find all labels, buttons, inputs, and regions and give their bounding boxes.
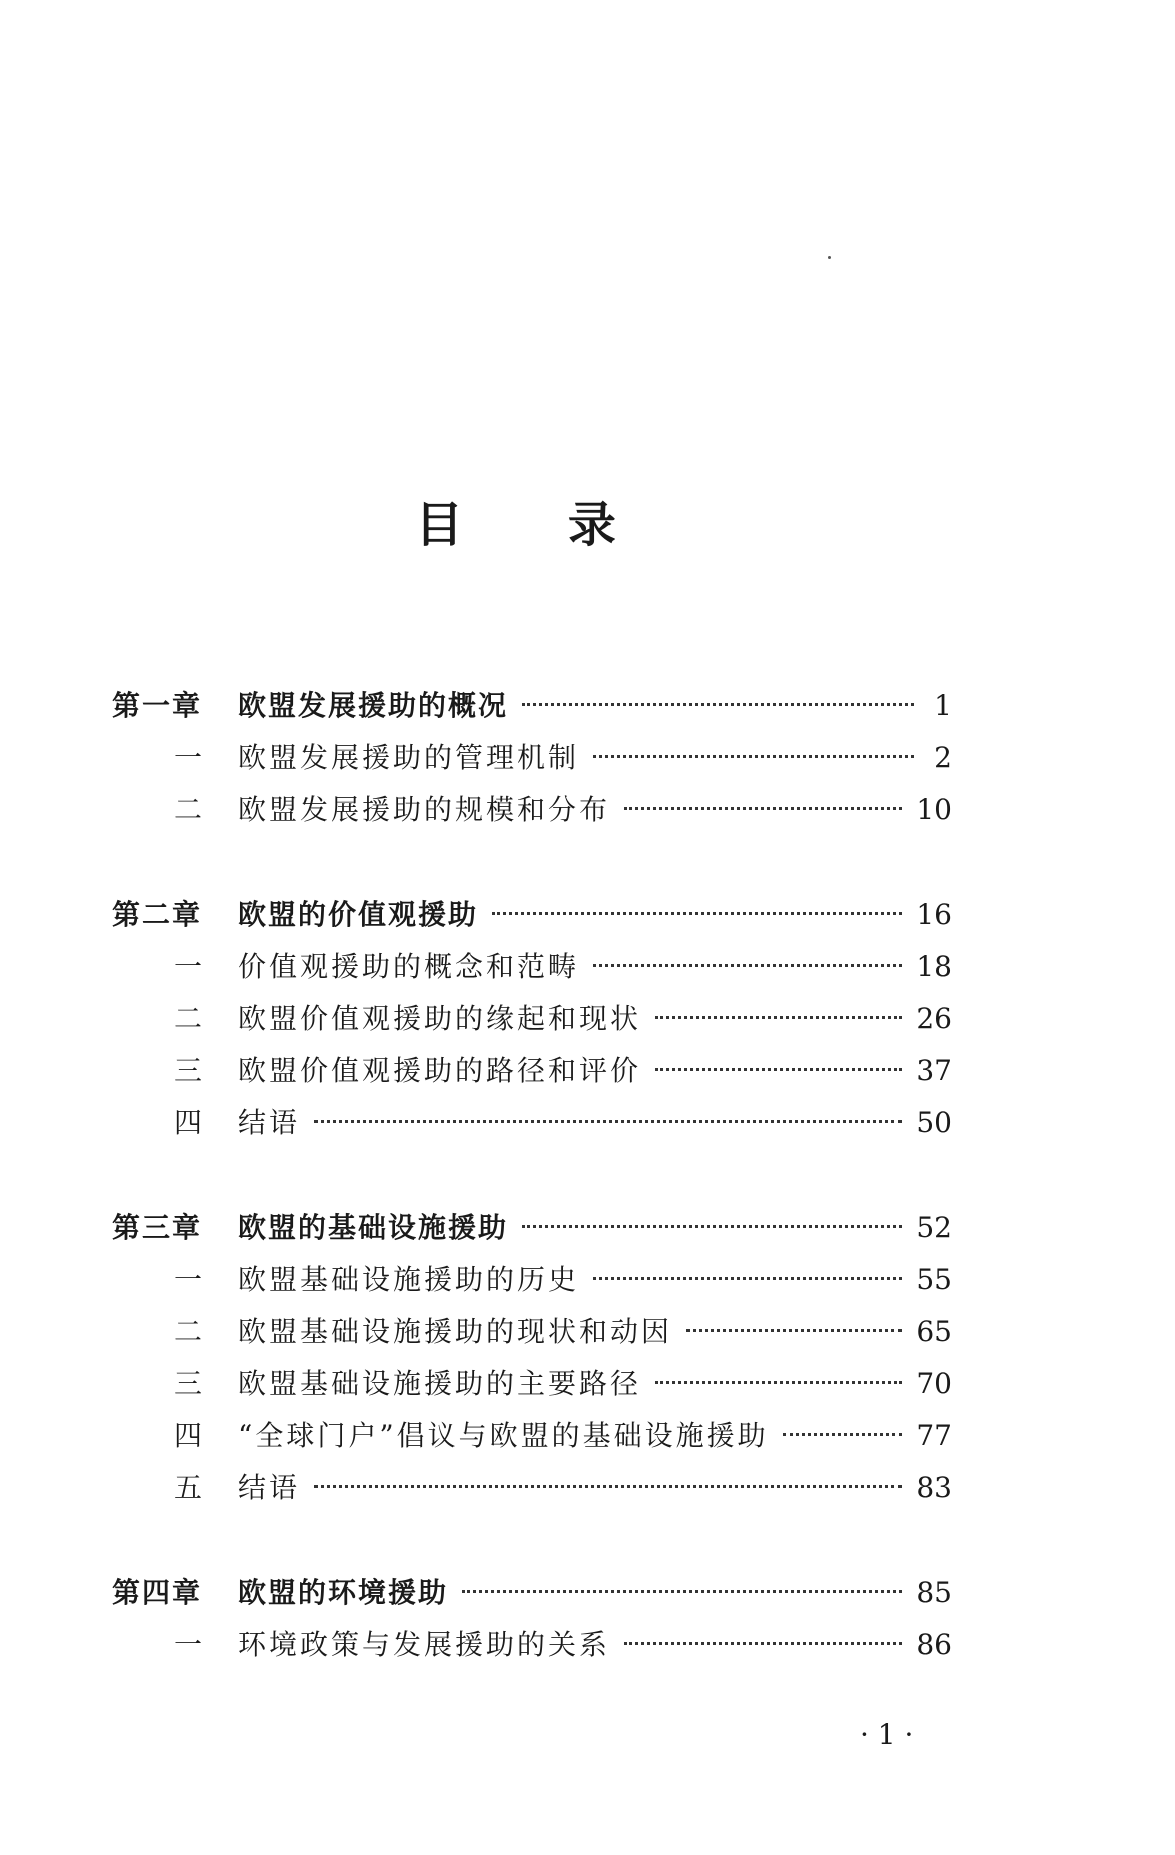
section-title: 欧盟基础设施援助的现状和动因 [238, 1315, 673, 1348]
chapter-number: 第一章 [112, 689, 203, 722]
dot-leader [314, 1120, 902, 1123]
dot-leader [593, 1277, 902, 1280]
section-number: 三 [174, 1054, 203, 1087]
dot-leader [462, 1590, 902, 1593]
chapter-entry [112, 1567, 952, 1619]
page-number: 37 [916, 1054, 952, 1087]
page-number: 10 [916, 793, 952, 826]
scan-speck [828, 256, 831, 259]
dot-leader [522, 1225, 902, 1228]
chapter-group [112, 889, 952, 1149]
section-number: 二 [174, 1315, 203, 1348]
chapter-entry [112, 680, 952, 732]
section-number: 五 [174, 1471, 203, 1504]
dot-leader [522, 703, 914, 706]
section-title: 欧盟基础设施援助的主要路径 [238, 1367, 642, 1400]
section-title: 欧盟发展援助的规模和分布 [238, 793, 611, 826]
page-number: 1 [934, 689, 952, 722]
section-entry [112, 1097, 952, 1149]
section-title: 价值观援助的概念和范畴 [238, 950, 580, 983]
chapter-title: 欧盟的基础设施援助 [238, 1211, 509, 1244]
chapter-entry [112, 1202, 952, 1254]
chapter-number: 第四章 [112, 1576, 203, 1609]
page-number: 65 [916, 1315, 952, 1348]
section-entry [112, 784, 952, 836]
chapter-entry [112, 889, 952, 941]
section-entry [112, 1045, 952, 1097]
page-number: 85 [916, 1576, 952, 1609]
section-title: 欧盟价值观援助的缘起和现状 [238, 1002, 642, 1035]
dot-leader [624, 807, 902, 810]
section-entry [112, 1358, 952, 1410]
section-entry [112, 1306, 952, 1358]
page-number: 16 [916, 898, 952, 931]
dot-leader [655, 1016, 902, 1019]
page-number: 50 [916, 1106, 952, 1139]
chapter-title: 欧盟的环境援助 [238, 1576, 449, 1609]
page-number: 52 [916, 1211, 952, 1244]
section-number: 四 [174, 1419, 203, 1452]
page-number: 70 [916, 1367, 952, 1400]
page-number: 77 [916, 1419, 952, 1452]
dot-leader [624, 1642, 902, 1645]
dot-leader [655, 1068, 902, 1071]
dot-leader [314, 1485, 902, 1488]
section-entry [112, 993, 952, 1045]
page-number: 26 [916, 1002, 952, 1035]
dot-leader [686, 1329, 902, 1332]
section-number: 三 [174, 1367, 203, 1400]
chapter-title: 欧盟的价值观援助 [238, 898, 479, 931]
dot-leader [492, 912, 902, 915]
section-number: 一 [174, 741, 203, 774]
chapter-group [112, 1567, 952, 1671]
section-number: 一 [174, 1628, 203, 1661]
section-number: 一 [174, 950, 203, 983]
section-title: “全球门户”倡议与欧盟的基础设施援助 [238, 1419, 769, 1452]
dot-leader [593, 755, 914, 758]
page-title: 目 录 [415, 497, 660, 553]
page-number: 86 [916, 1628, 952, 1661]
dot-leader [655, 1381, 902, 1384]
section-entry [112, 941, 952, 993]
page-number: 83 [916, 1471, 952, 1504]
chapter-group [112, 1202, 952, 1514]
page-folio: · 1 · [860, 1718, 914, 1751]
section-entry [112, 1462, 952, 1514]
section-entry [112, 732, 952, 784]
section-number: 一 [174, 1263, 203, 1296]
section-number: 二 [174, 1002, 203, 1035]
section-title: 结语 [238, 1471, 301, 1504]
section-entry [112, 1254, 952, 1306]
section-title: 结语 [238, 1106, 301, 1139]
section-title: 环境政策与发展援助的关系 [238, 1628, 611, 1661]
section-number: 四 [174, 1106, 203, 1139]
page-number: 55 [916, 1263, 952, 1296]
dot-leader [783, 1433, 903, 1436]
section-entry [112, 1410, 952, 1462]
section-number: 二 [174, 793, 203, 826]
section-entry [112, 1619, 952, 1671]
page-number: 2 [934, 741, 952, 774]
table-of-contents [112, 680, 952, 1724]
section-title: 欧盟价值观援助的路径和评价 [238, 1054, 642, 1087]
section-title: 欧盟基础设施援助的历史 [238, 1263, 580, 1296]
chapter-title: 欧盟发展援助的概况 [238, 689, 509, 722]
dot-leader [593, 964, 902, 967]
page-number: 18 [916, 950, 952, 983]
chapter-number: 第二章 [112, 898, 203, 931]
section-title: 欧盟发展援助的管理机制 [238, 741, 580, 774]
chapter-number: 第三章 [112, 1211, 203, 1244]
chapter-group [112, 680, 952, 836]
